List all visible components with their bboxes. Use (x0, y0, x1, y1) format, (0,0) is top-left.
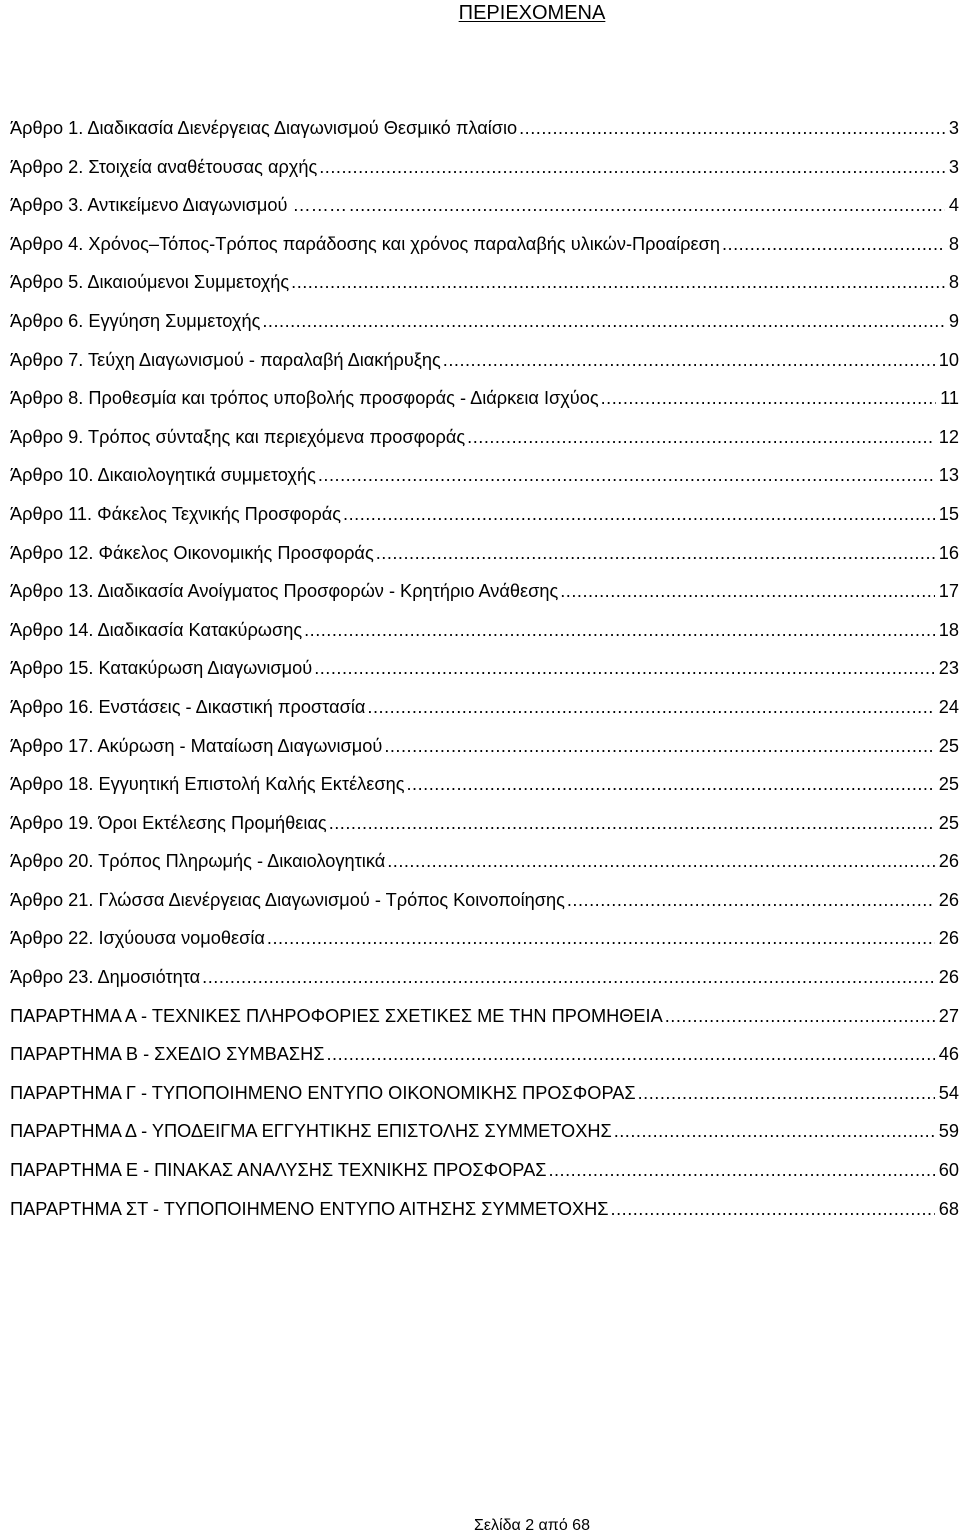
toc-dot-leader (665, 1004, 935, 1028)
toc-entry-page-number: 4 (948, 195, 959, 216)
toc-entry[interactable] (10, 888, 959, 927)
toc-entry-title: Άρθρο 15. Κατακύρωση Διαγωνισμού (10, 658, 313, 679)
toc-entry[interactable] (10, 386, 959, 425)
toc-entry-page-number: 9 (948, 310, 959, 331)
toc-entry[interactable] (10, 502, 959, 541)
toc-entry-page-number: 68 (938, 1198, 959, 1219)
toc-entry-title: Άρθρο 10. Δικαιολογητικά συμμετοχής (10, 465, 316, 486)
toc-entry-title: Άρθρο 16. Ενστάσεις - Δικαστική προστασία (10, 696, 366, 717)
toc-dot-leader (638, 1081, 935, 1105)
toc-dot-leader (202, 965, 935, 989)
toc-dot-leader (384, 734, 934, 758)
toc-entry-page-number: 54 (938, 1082, 959, 1103)
toc-entry-title: Άρθρο 9. Τρόπος σύνταξης και περιεχόμενα προσφοράς (10, 426, 466, 447)
toc-entry-title: Άρθρο 23. Δημοσιότητα (10, 967, 201, 988)
toc-entry[interactable] (10, 1042, 959, 1081)
toc-entry[interactable] (10, 463, 959, 502)
toc-entry-page-number: 60 (938, 1160, 959, 1181)
toc-entry-title: Άρθρο 13. Διαδικασία Ανοίγματος Προσφορών - Κρητήριο Ανάθεσης (10, 581, 559, 602)
toc-entry-page-number: 13 (938, 465, 959, 486)
toc-entry-page-number: 11 (940, 388, 959, 409)
toc-entry-title: ΠΑΡΑΡΤΗΜΑ Ε - ΠΙΝΑΚΑΣ ΑΝΑΛΥΣΗΣ ΤΕΧΝΙΚΗΣ ΠΡΟΣΦΟΡΑΣ (10, 1160, 547, 1181)
toc-entry-page-number: 59 (938, 1121, 959, 1142)
toc-entry-page-number: 16 (938, 542, 959, 563)
toc-dot-leader (318, 463, 935, 487)
toc-dot-leader (601, 386, 937, 410)
toc-dot-leader (376, 541, 935, 565)
toc-entry-title: Άρθρο 19. Όροι Εκτέλεσης Προμήθειας (10, 812, 327, 833)
toc-entry-page-number: 46 (938, 1044, 959, 1065)
toc-entry-title: Άρθρο 12. Φάκελος Οικονομικής Προσφοράς (10, 542, 374, 563)
toc-entry-title: Άρθρο 18. Εγγυητική Επιστολή Καλής Εκτέλεσης (10, 774, 405, 795)
toc-entry-page-number: 26 (938, 967, 959, 988)
toc-dot-leader (349, 193, 945, 217)
toc-entry[interactable] (10, 1158, 959, 1197)
toc-entry-page-number: 8 (948, 272, 959, 293)
toc-dot-leader (314, 656, 935, 680)
toc-entry-page-number: 12 (938, 426, 959, 447)
toc-entry[interactable] (10, 579, 959, 618)
toc-entry-page-number: 3 (948, 156, 959, 177)
toc-entry-title: Άρθρο 4. Χρόνος–Τόπος-Τρόπος παράδοσης και χρόνος παραλαβής υλικών-Προαίρεση (10, 233, 720, 254)
toc-entry[interactable] (10, 849, 959, 888)
page-footer: Σελίδα 2 από 68 (474, 1517, 590, 1534)
toc-entry-title: ΠΑΡΑΡΤΗΜΑ Δ - ΥΠΟΔΕΙΓΜΑ ΕΓΓΥΗΤΙΚΗΣ ΕΠΙΣΤΟΛΗΣ ΣΥΜΜΕΤΟΧΗΣ (10, 1121, 612, 1142)
toc-entry[interactable] (10, 193, 959, 232)
toc-entry[interactable] (10, 1081, 959, 1120)
toc-entry[interactable] (10, 232, 959, 271)
toc-dot-leader (443, 348, 935, 372)
toc-dot-leader (548, 1158, 934, 1182)
toc-entry-page-number: 25 (938, 735, 959, 756)
toc-entry-page-number: 26 (938, 889, 959, 910)
toc-entry[interactable] (10, 618, 959, 657)
toc-entry-title: Άρθρο 3. Αντικείμενο Διαγωνισμού ……… (10, 195, 348, 216)
toc-entry[interactable] (10, 656, 959, 695)
toc-entry[interactable] (10, 811, 959, 850)
toc-dot-leader (611, 1197, 935, 1221)
toc-entry-page-number: 18 (938, 619, 959, 640)
toc-entry[interactable] (10, 926, 959, 965)
toc-entry-page-number: 24 (938, 696, 959, 717)
toc-entry-page-number: 26 (938, 928, 959, 949)
toc-entry-title: Άρθρο 17. Ακύρωση - Ματαίωση Διαγωνισμού (10, 735, 383, 756)
toc-dot-leader (329, 811, 935, 835)
toc-dot-leader (343, 502, 935, 526)
toc-entry-page-number: 17 (938, 581, 959, 602)
toc-entry[interactable] (10, 1197, 959, 1236)
toc-entry[interactable] (10, 772, 959, 811)
toc-entry-title: Άρθρο 2. Στοιχεία αναθέτουσας αρχής (10, 156, 318, 177)
toc-entry-title: Άρθρο 5. Δικαιούμενοι Συμμετοχής (10, 272, 290, 293)
toc-entry-title: Άρθρο 6. Εγγύηση Συμμετοχής (10, 310, 261, 331)
toc-entry[interactable] (10, 309, 959, 348)
toc-entry[interactable] (10, 541, 959, 580)
toc-entry-page-number: 26 (938, 851, 959, 872)
toc-dot-leader (407, 772, 935, 796)
toc-entry-title: Άρθρο 8. Προθεσμία και τρόπος υποβολής προσφοράς - Διάρκεια Ισχύος (10, 388, 599, 409)
toc-entry[interactable] (10, 348, 959, 387)
toc-entry[interactable] (10, 1119, 959, 1158)
toc-dot-leader (560, 579, 935, 603)
toc-entry[interactable] (10, 425, 959, 464)
toc-entry-page-number: 8 (948, 233, 959, 254)
toc-entry-page-number: 23 (938, 658, 959, 679)
toc-entry[interactable] (10, 155, 959, 194)
toc-entry-page-number: 3 (948, 118, 959, 138)
toc-dot-leader (367, 695, 934, 719)
toc-entry-title: ΠΑΡΑΡΤΗΜΑ ΣΤ - ΤΥΠΟΠΟΙΗΜΕΝΟ ΕΝΤΥΠΟ ΑΙΤΗΣΗΣ ΣΥΜΜΕΤΟΧΗΣ (10, 1198, 609, 1219)
toc-entry-page-number: 27 (938, 1005, 959, 1026)
toc-entry-page-number: 25 (938, 812, 959, 833)
toc-dot-leader (387, 849, 935, 873)
toc-entry-title: Άρθρο 14. Διαδικασία Κατακύρωσης (10, 619, 303, 640)
toc-entry[interactable] (10, 1004, 959, 1043)
toc-entry-title: Άρθρο 7. Τεύχη Διαγωνισμού - παραλαβή Διακήρυξης (10, 349, 441, 370)
toc-entry[interactable] (10, 965, 959, 1004)
toc-entry-page-number: 15 (938, 503, 959, 524)
toc-entry[interactable] (10, 734, 959, 773)
table-of-contents (10, 116, 959, 1235)
toc-dot-leader (319, 155, 945, 179)
toc-dot-leader (614, 1119, 935, 1143)
toc-entry[interactable] (10, 695, 959, 734)
toc-dot-leader (262, 309, 945, 333)
toc-dot-leader (519, 116, 945, 140)
toc-dot-leader (567, 888, 935, 912)
page-title: ΠΕΡΙΕΧΟΜΕΝΑ (458, 2, 606, 24)
toc-entry-title: Άρθρο 11. Φάκελος Τεχνικής Προσφοράς (10, 503, 342, 524)
toc-entry-page-number: 10 (938, 349, 959, 370)
toc-entry-title: Άρθρο 21. Γλώσσα Διενέργειας Διαγωνισμού - Τρόπος Κοινοποίησης (10, 889, 565, 910)
toc-dot-leader (267, 926, 935, 950)
toc-entry-title: Άρθρο 20. Τρόπος Πληρωμής - Δικαιολογητικά (10, 851, 386, 872)
toc-entry[interactable] (10, 116, 959, 155)
toc-dot-leader (291, 270, 945, 294)
toc-entry-title: ΠΑΡΑΡΤΗΜΑ Γ - ΤΥΠΟΠΟΙΗΜΕΝΟ ΕΝΤΥΠΟ ΟΙΚΟΝΟΜΙΚΗΣ ΠΡΟΣΦΟΡΑΣ (10, 1082, 636, 1103)
toc-dot-leader (722, 232, 945, 256)
toc-dot-leader (467, 425, 935, 449)
toc-dot-leader (304, 618, 935, 642)
toc-entry-title: ΠΑΡΑΡΤΗΜΑ Β - ΣΧΕΔΙΟ ΣΥΜΒΑΣΗΣ (10, 1044, 325, 1065)
toc-entry-title: Άρθρο 1. Διαδικασία Διενέργειας Διαγωνισμού Θεσμικό πλαίσιο (10, 118, 518, 138)
toc-dot-leader (327, 1042, 935, 1066)
toc-entry-page-number: 25 (938, 774, 959, 795)
toc-entry-title: Άρθρο 22. Ισχύουσα νομοθεσία (10, 928, 265, 949)
toc-entry[interactable] (10, 270, 959, 309)
toc-entry-title: ΠΑΡΑΡΤΗΜΑ Α - ΤΕΧΝΙΚΕΣ ΠΛΗΡΟΦΟΡΙΕΣ ΣΧΕΤΙΚΕΣ ΜΕ ΤΗΝ ΠΡΟΜΗΘΕΙΑ (10, 1005, 663, 1026)
